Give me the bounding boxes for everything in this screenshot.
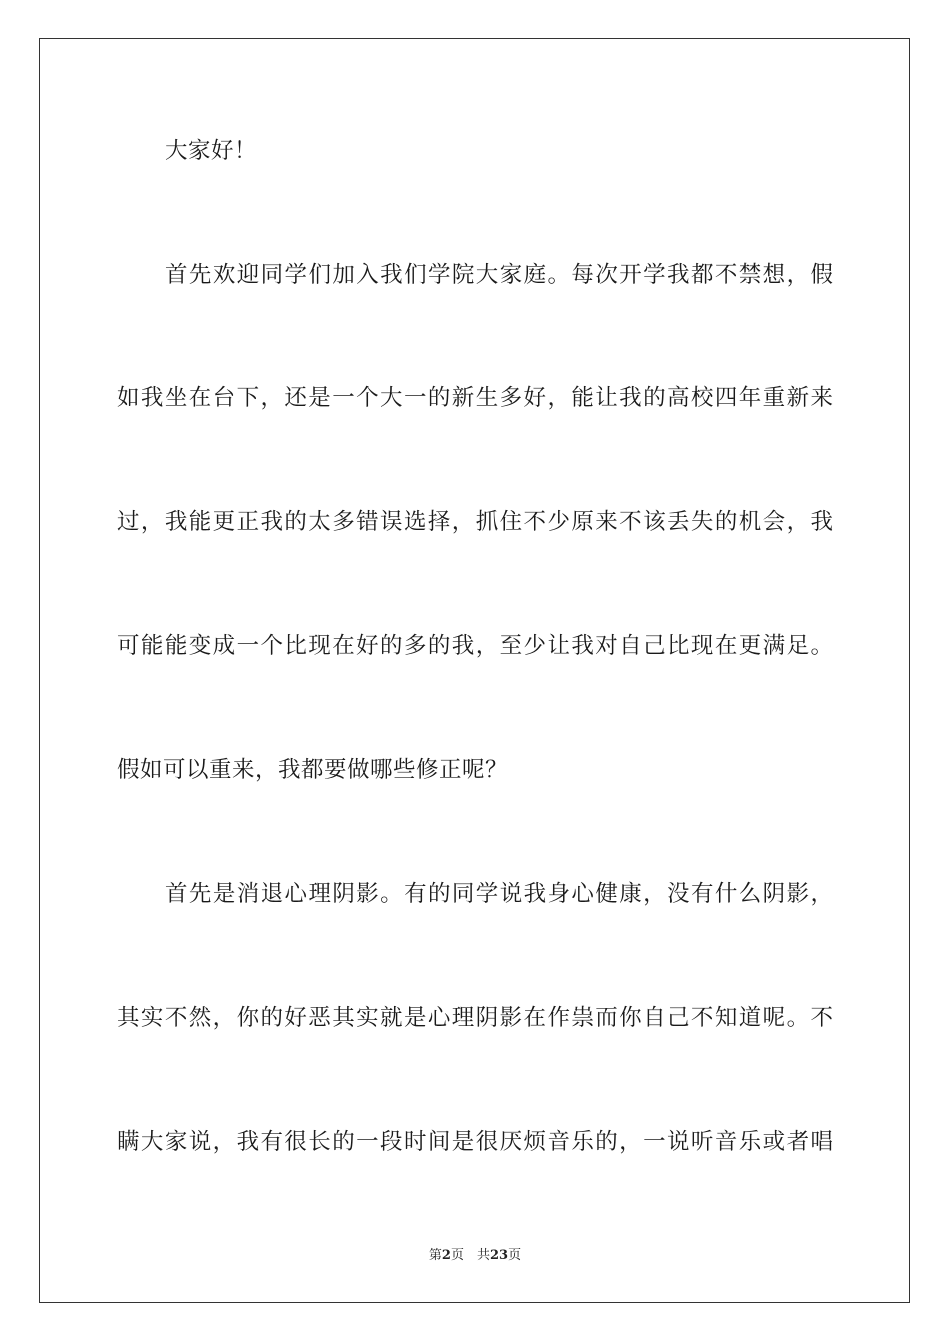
paragraph-line: 过，我能更正我的太多错误选择，抓住不少原来不该丢失的机会，我 — [117, 509, 833, 535]
greeting-line: 大家好！ — [165, 138, 258, 164]
paragraph-line: 如我坐在台下，还是一个大一的新生多好，能让我的高校四年重新来 — [117, 385, 833, 411]
paragraph-line: 其实不然，你的好恶其实就是心理阴影在作祟而你自己不知道呢。不 — [117, 1005, 833, 1031]
page-suffix: 页 — [508, 1248, 522, 1263]
current-page-number: 2 — [441, 1248, 451, 1263]
paragraph-line: 首先是消退心理阴影。有的同学说我身心健康，没有什么阴影， — [165, 881, 833, 907]
paragraph-line: 可能能变成一个比现在好的多的我，至少让我对自己比现在更满足。 — [117, 633, 833, 659]
paragraph-line: 假如可以重来，我都要做哪些修正呢？ — [117, 757, 509, 783]
page-prefix: 第 — [428, 1248, 442, 1263]
total-page-number: 23 — [489, 1248, 509, 1263]
page-number-footer — [0, 1247, 950, 1265]
page-border — [39, 38, 910, 1303]
paragraph-line: 首先欢迎同学们加入我们学院大家庭。每次开学我都不禁想，假 — [165, 262, 833, 288]
page-mid-text: 页 共 — [450, 1248, 490, 1263]
paragraph-line: 瞒大家说，我有很长的一段时间是很厌烦音乐的，一说听音乐或者唱 — [117, 1129, 833, 1155]
